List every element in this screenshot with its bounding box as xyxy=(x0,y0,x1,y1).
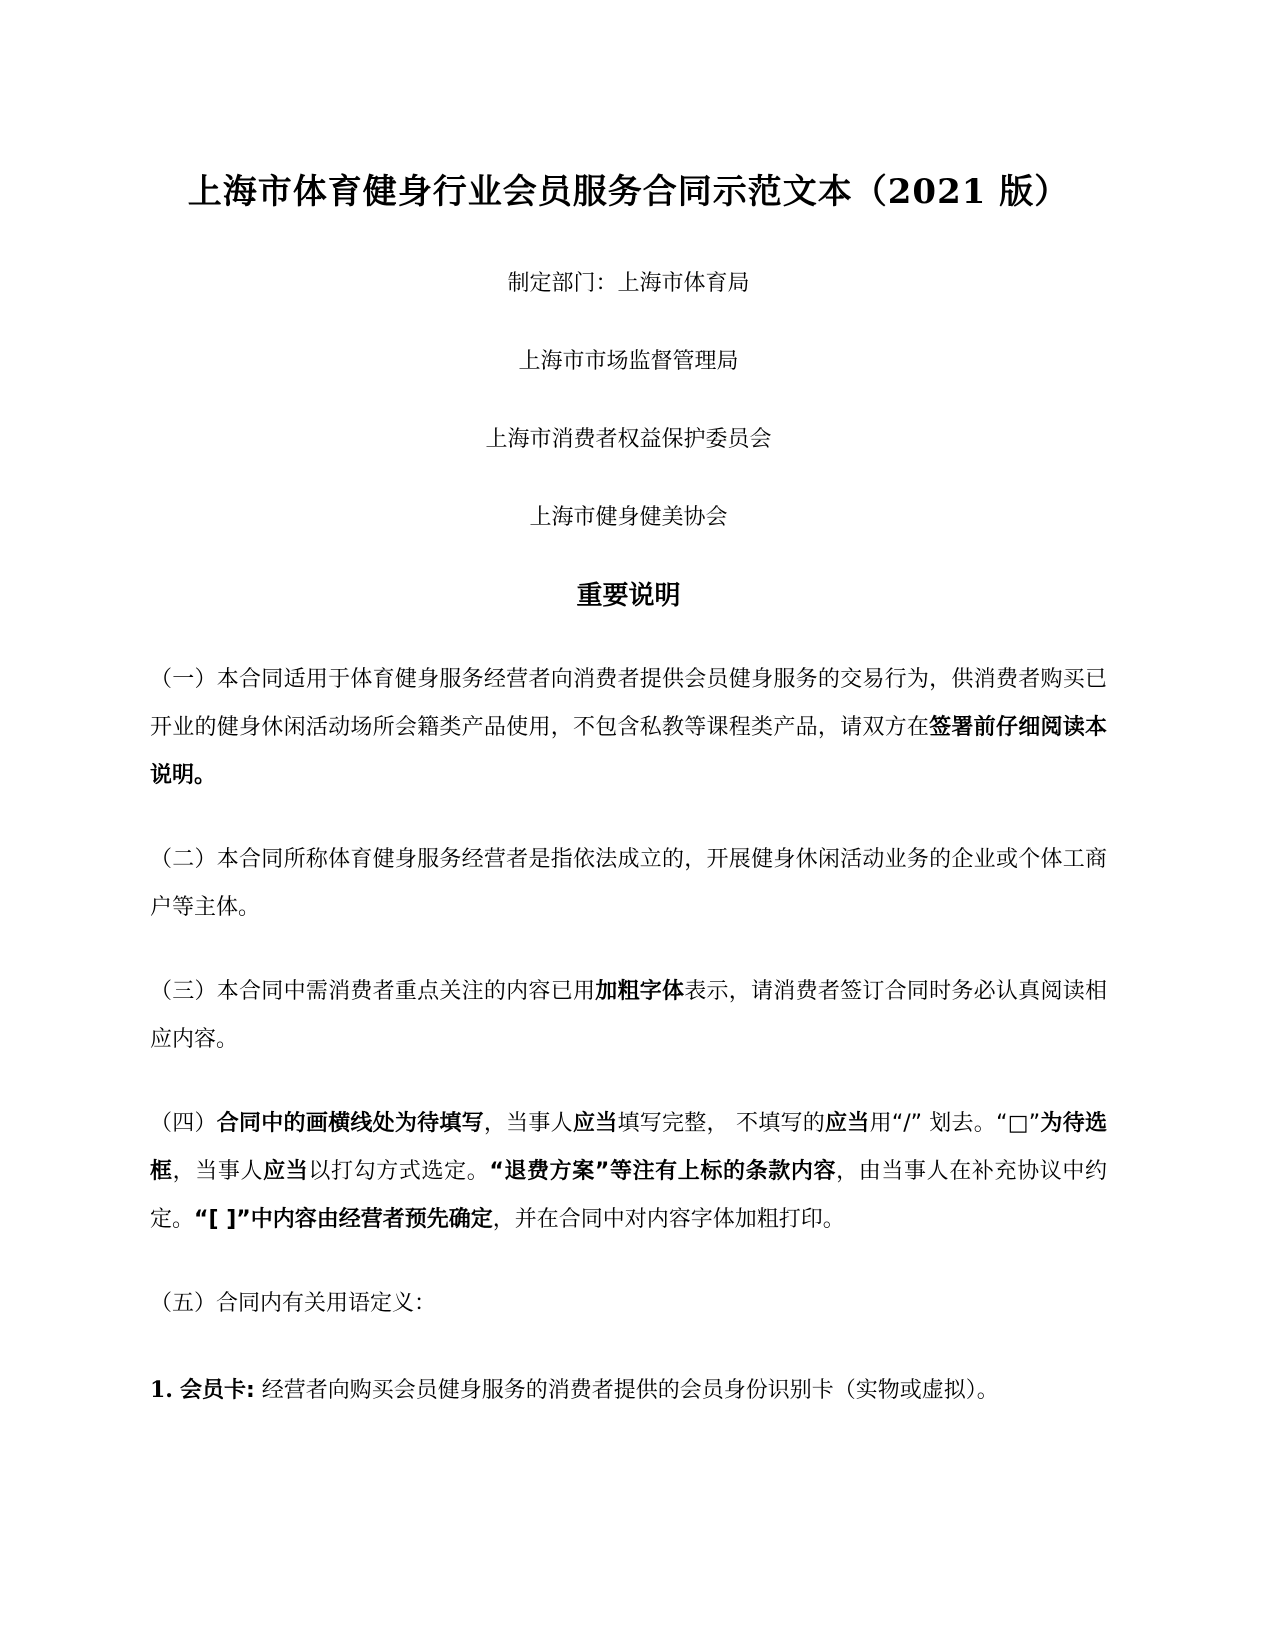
note-paragraph-5 xyxy=(150,1280,1107,1328)
note-text: （三）本合同中需消费者重点关注的内容已用 xyxy=(150,979,596,1004)
note-bold-text: “退费方案”等注有上标的条款内容 xyxy=(489,1159,837,1184)
note-bold-text: 合同中的画横线处为待填写 xyxy=(216,1111,484,1136)
department-line: 上海市消费者权益保护委员会 xyxy=(485,427,772,452)
department-line: 上海市市场监督管理局 xyxy=(518,349,739,374)
note-paragraph-4 xyxy=(150,1100,1107,1244)
definition-number: 1. xyxy=(150,1377,173,1403)
title-main: 上海市体育健身行业会员服务合同示范文本（ xyxy=(187,172,888,212)
note-bold-text: 签署前仔细阅读本说明。 xyxy=(150,715,1107,788)
title-version: 2021 xyxy=(887,172,987,212)
note-bold-text: 加粗字体 xyxy=(595,979,685,1004)
note-text: ，并在合同中对内容字体加粗打印。 xyxy=(492,1207,845,1232)
note-paragraph-1 xyxy=(150,656,1107,800)
note-text: 表示，请消费者签订合同时务必认真阅读相应内容。 xyxy=(150,979,1107,1052)
note-text: （一）本合同适用于体育健身服务经营者向消费者提供会员健身服务的交易行为，供消费者购买已开业的健身休闲活动场所会籍类产品使用，不包含私教等课程类产品，请双方在 xyxy=(150,667,1107,740)
note-bold-text: 为待选框 xyxy=(150,1111,1107,1184)
note-bold-text: 应当 xyxy=(825,1111,870,1136)
department-line: 制定部门：上海市体育局 xyxy=(507,271,750,296)
document-title xyxy=(150,0,1107,216)
note-bold-text: 应当 xyxy=(263,1159,309,1184)
title-suffix: 版） xyxy=(986,172,1070,212)
note-text: 填写完整， 不填写的 xyxy=(617,1111,826,1136)
department-line: 上海市健身健美协会 xyxy=(529,505,728,530)
definition-item-1 xyxy=(150,1366,1107,1415)
note-text: 以打勾方式选定。 xyxy=(308,1159,490,1184)
note-text: （四） xyxy=(150,1111,217,1136)
note-paragraph-3 xyxy=(150,968,1107,1064)
note-text: （五）合同内有关用语定义： xyxy=(150,1291,437,1316)
section-title: 重要说明 xyxy=(576,581,681,611)
note-text: 用“/” 划去。“□” xyxy=(869,1111,1041,1136)
note-text: ，当事人 xyxy=(483,1111,573,1136)
definition-term: 会员卡: xyxy=(179,1378,255,1403)
note-text: ，当事人 xyxy=(172,1159,264,1184)
note-text: （二）本合同所称体育健身服务经营者是指依法成立的，开展健身休闲活动业务的企业或个体工商户等主体。 xyxy=(150,847,1107,920)
note-bold-text: “[ ]”中内容由经营者预先确定 xyxy=(194,1207,493,1232)
definition-text: 经营者向购买会员健身服务的消费者提供的会员身份识别卡（实物或虚拟）。 xyxy=(261,1378,999,1403)
note-paragraph-2 xyxy=(150,836,1107,932)
note-bold-text: 应当 xyxy=(572,1111,618,1136)
note-text: ，由当事人在补充协议中约定。 xyxy=(150,1159,1107,1232)
